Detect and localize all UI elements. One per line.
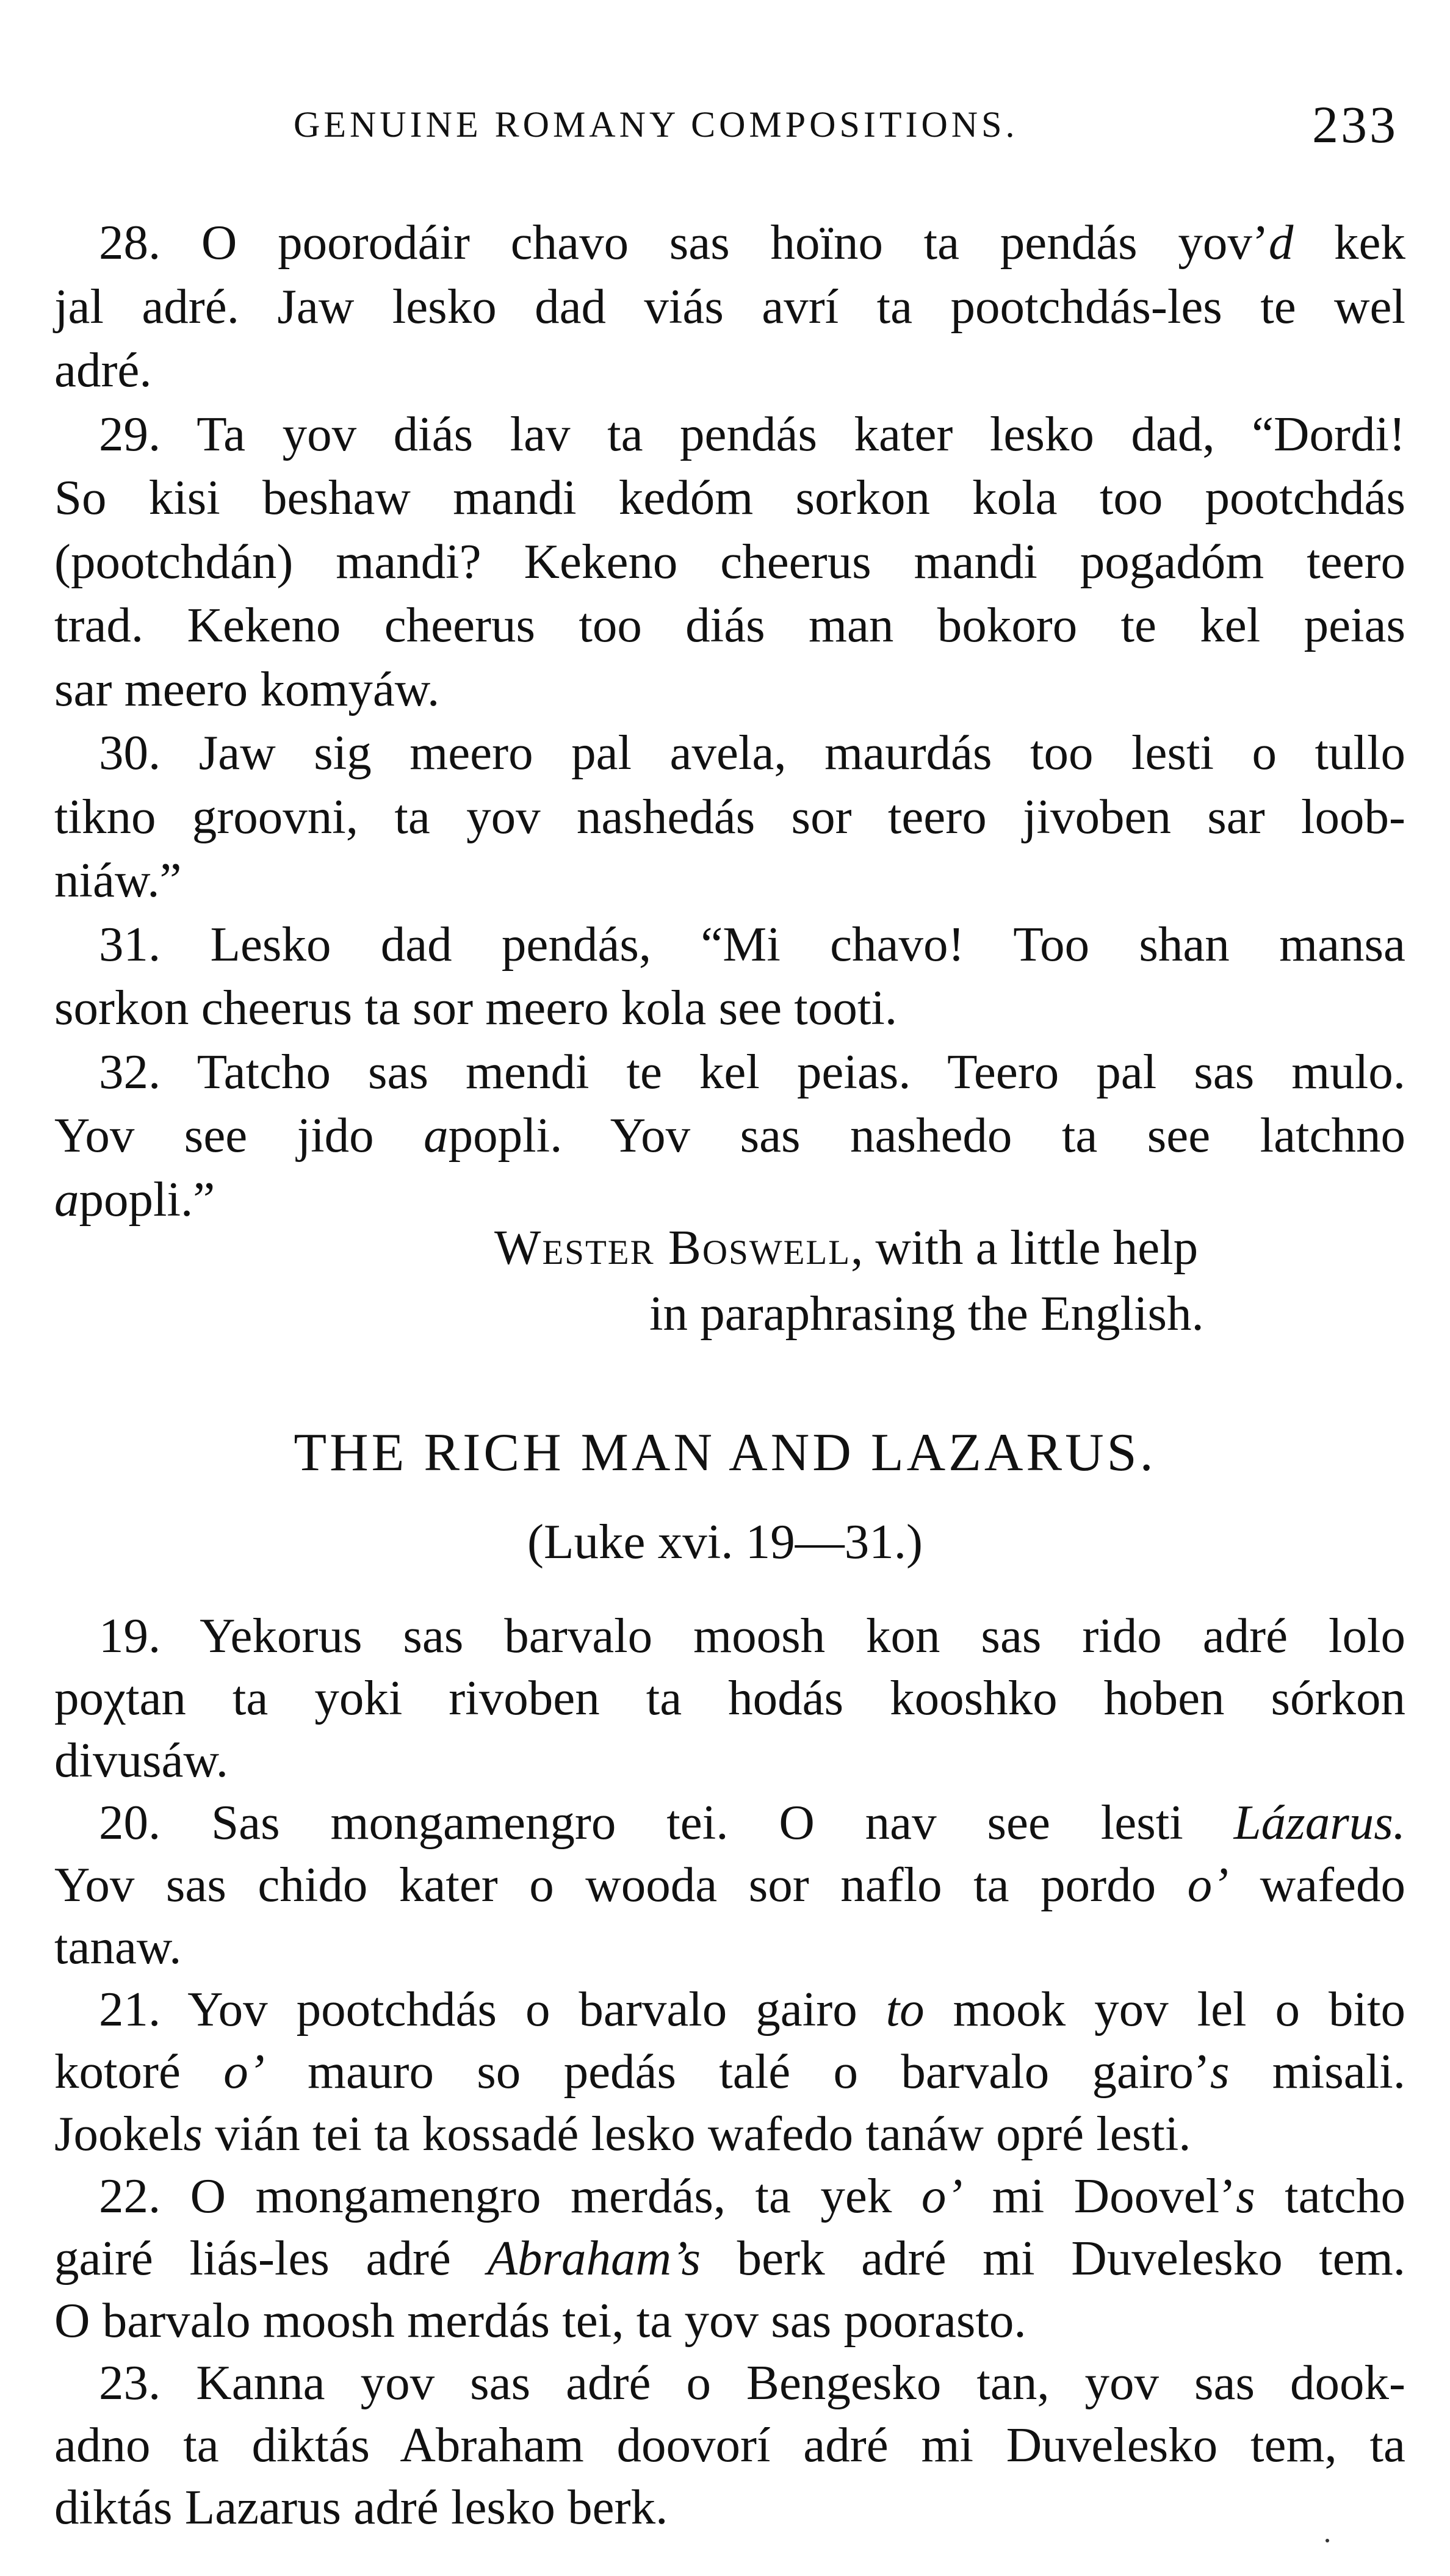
text-segment: poχtan ta yoki rivoben ta hodás kooshko hoben sórkon — [54, 1670, 1405, 1725]
text-line — [54, 1667, 1405, 1729]
text-segment: popli.” — [79, 1171, 215, 1227]
text-line — [54, 657, 1405, 721]
text-segment: 23. Kanna yov sas adré o Bengesko tan, yov sas dook- — [99, 2355, 1405, 2410]
author-name: Wester Boswell — [494, 1220, 851, 1275]
italic-segment: o’ — [921, 2168, 963, 2223]
text-segment: jal adré. Jaw lesko dad viás avrí ta pootchdás-les te wel — [54, 278, 1405, 334]
text-line — [54, 2040, 1405, 2102]
text-segment: So kisi beshaw mandi kedóm sorkon kola too pootchdás — [54, 470, 1405, 525]
text-block-rich-man-lazarus — [54, 1604, 1405, 2538]
text-segment: Yov see jido — [54, 1108, 424, 1163]
text-segment: misali. — [1229, 2044, 1405, 2099]
text-segment: berk adré mi Duvelesko tem. — [701, 2231, 1405, 2286]
text-line — [54, 2414, 1405, 2476]
text-segment: mook yov lel o bito — [924, 1982, 1405, 2037]
text-line — [54, 1040, 1405, 1104]
text-line — [54, 593, 1405, 657]
text-line — [54, 2351, 1405, 2414]
text-segment: 32. Tatcho sas mendi te kel peias. Teero pal sas mulo. — [99, 1044, 1405, 1099]
text-segment: sorkon cheerus ta sor meero kola see tooti. — [54, 980, 898, 1035]
text-segment: 19. Yekorus sas barvalo moosh kon sas rido adré lolo — [99, 1608, 1405, 1663]
paragraph — [54, 2351, 1405, 2538]
paragraph — [54, 1978, 1405, 2165]
italic-segment: s — [1236, 2168, 1255, 2223]
text-line — [54, 530, 1405, 594]
text-line — [54, 338, 1405, 402]
text-line — [54, 2289, 1405, 2351]
running-title: GENUINE ROMANY COMPOSITIONS. — [294, 104, 1019, 145]
paragraph — [54, 912, 1405, 1040]
text-line — [54, 1916, 1405, 1978]
text-line — [54, 2102, 1405, 2165]
text-line — [54, 976, 1405, 1040]
page-number: 233 — [1312, 95, 1398, 154]
paragraph — [54, 2165, 1405, 2351]
italic-segment: s — [1210, 2044, 1230, 2099]
text-segment: Yov sas chido kater o wooda sor naflo ta pordo — [54, 1857, 1188, 1912]
text-line — [54, 275, 1405, 339]
text-line — [54, 2227, 1405, 2289]
paragraph — [54, 211, 1405, 402]
text-segment: tatcho — [1255, 2168, 1405, 2223]
text-line — [54, 848, 1405, 912]
text-line — [54, 1853, 1405, 1916]
speck-mark — [1326, 2539, 1329, 2542]
text-segment: kotoré — [54, 2044, 224, 2099]
text-segment: 29. Ta yov diás lav ta pendás kater lesko dad, “Dordi! — [99, 406, 1405, 461]
text-segment: popli. Yov sas nashedo ta see latchno — [448, 1108, 1405, 1163]
text-line — [54, 211, 1405, 275]
text-line — [54, 1791, 1405, 1853]
italic-segment: Lázarus. — [1233, 1795, 1405, 1850]
paragraph — [54, 1604, 1405, 1791]
text-segment: diktás Lazarus adré lesko berk. — [54, 2480, 668, 2535]
text-segment: (pootchdán) mandi? Kekeno cheerus mandi pogadóm teero — [54, 533, 1405, 589]
section-reference: (Luke xvi. 19—31.) — [527, 1514, 923, 1569]
text-line — [54, 466, 1405, 530]
text-segment: Jookel — [54, 2106, 184, 2161]
running-header — [0, 95, 1450, 165]
text-segment: gairé liás-les adré — [54, 2231, 488, 2286]
text-segment: 30. Jaw sig meero pal avela, maurdás too lesti o tullo — [99, 725, 1405, 780]
section-title: THE RICH MAN AND LAZARUS. — [294, 1423, 1156, 1482]
italic-segment: s — [183, 2106, 203, 2161]
signature-rest: , with a little help — [851, 1220, 1199, 1275]
italic-segment: d — [1268, 215, 1294, 270]
text-segment: 21. Yov pootchdás o barvalo gairo — [99, 1982, 886, 2037]
text-segment: 31. Lesko dad pendás, “Mi chavo! Too shan mansa — [99, 916, 1405, 972]
text-line — [54, 2165, 1405, 2227]
paragraph — [54, 721, 1405, 912]
text-segment: 20. Sas mongamengro tei. O nav see lesti — [99, 1795, 1234, 1850]
text-line — [54, 402, 1405, 466]
text-line — [54, 1729, 1405, 1791]
text-block-dialogue-end — [54, 211, 1405, 1231]
text-segment: trad. Kekeno cheerus too diás man bokoro te kel peias — [54, 597, 1405, 652]
text-line — [54, 1604, 1405, 1667]
italic-segment: a — [54, 1171, 79, 1227]
text-segment: vián tei ta kossadé lesko wafedo tanáw opré lesti. — [203, 2106, 1191, 2161]
text-segment: adré. — [54, 342, 152, 397]
text-segment: divusáw. — [54, 1733, 228, 1788]
italic-segment: o’ — [1187, 1857, 1229, 1912]
italic-segment: o’ — [223, 2044, 265, 2099]
text-segment: tikno groovni, ta yov nashedás sor teero jivoben sar loob- — [54, 788, 1405, 844]
text-segment: wafedo — [1228, 1857, 1405, 1912]
text-line — [54, 785, 1405, 849]
paragraph — [54, 1040, 1405, 1232]
text-segment: mi Doovel’ — [962, 2168, 1236, 2223]
italic-segment: to — [886, 1982, 925, 2037]
text-segment: niáw.” — [54, 853, 182, 907]
text-segment: O barvalo moosh merdás tei, ta yov sas poorasto. — [54, 2293, 1026, 2348]
text-line — [54, 1103, 1405, 1167]
paragraph — [54, 402, 1405, 721]
text-segment: 22. O mongamengro merdás, ta yek — [99, 2168, 922, 2223]
text-segment: mauro so pedás talé o barvalo gairo’ — [264, 2044, 1210, 2099]
text-segment: adno ta diktás Abraham doovorí adré mi Duvelesko tem, ta — [54, 2417, 1405, 2472]
text-line — [54, 721, 1405, 785]
signature-line-1 — [494, 1214, 1198, 1280]
text-line — [54, 2476, 1405, 2538]
signature-line-2: in paraphrasing the English. — [649, 1286, 1204, 1341]
text-segment: tanaw. — [54, 1919, 182, 1974]
text-line — [54, 1978, 1405, 2040]
text-line — [54, 912, 1405, 976]
text-segment: sar meero komyáw. — [54, 661, 440, 716]
italic-segment: Abraham’s — [487, 2231, 701, 2286]
italic-segment: a — [424, 1108, 449, 1163]
text-segment: 28. O poorodáir chavo sas hoïno ta pendás yov’ — [99, 215, 1269, 270]
paragraph — [54, 1791, 1405, 1978]
text-segment: kek — [1293, 215, 1405, 270]
